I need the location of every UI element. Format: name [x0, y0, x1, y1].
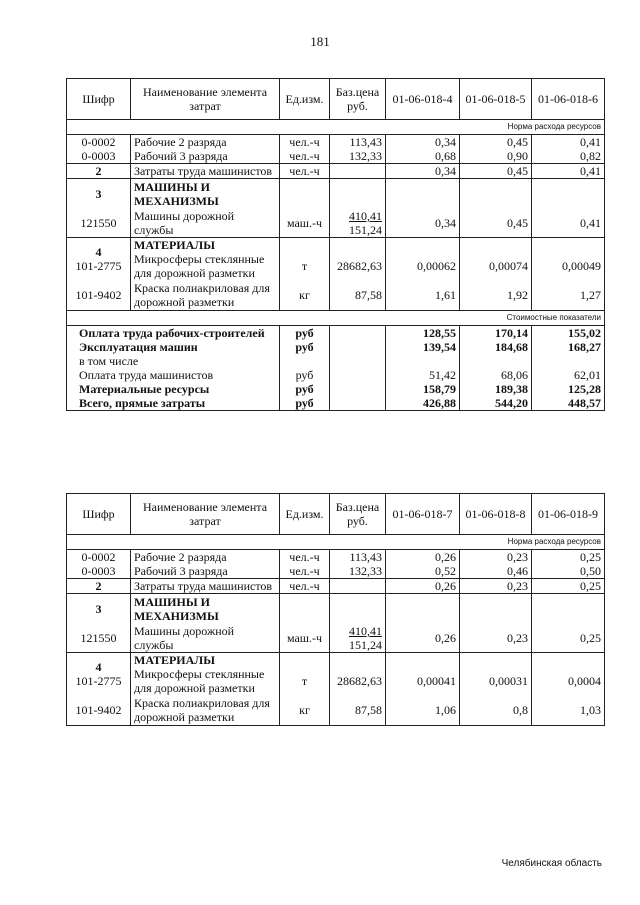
header-unit: Ед.изм. — [280, 79, 330, 120]
table-row: 0-0003 Рабочий 3 разряда чел.-ч 132,33 0,68 0,90 0,82 — [67, 149, 605, 164]
norm-caption: Норма расхода ресурсов — [386, 535, 605, 550]
machine-price-base: 410,41 — [349, 209, 382, 223]
header-name: Наименование элемента затрат — [131, 79, 280, 120]
table-row: 0-0002 Рабочие 2 разряда чел.-ч 113,43 0,34 0,45 0,41 — [67, 135, 605, 150]
machine-price-base: 410,41 — [349, 624, 382, 638]
header-unit: Ед.изм. — [280, 494, 330, 535]
resource-table-1 — [66, 78, 605, 411]
table-row: 121550 Машины дорожной службы маш.-ч 410,41 151,24 0,26 0,23 0,25 — [67, 624, 605, 653]
table-row: 101-9402 Краска полиакриловая для дорожной разметки кг 87,58 1,06 0,8 1,03 — [67, 695, 605, 726]
cost-caption-row — [67, 311, 605, 326]
section-row-materials: 4 101-2775 МАТЕРИАЛЫ Микросферы стеклянные для дорожной разметки т 28682,63 0,00062 0,00074 0,00049 — [67, 238, 605, 281]
header-code: Шифр — [67, 79, 131, 120]
table-header-row — [67, 79, 605, 120]
section-row-machines: 3 МАШИНЫ И МЕХАНИЗМЫ — [67, 179, 605, 210]
header-col-2: 01-06-018-5 — [460, 79, 532, 120]
norm-caption-row — [67, 120, 605, 135]
machine-price-operator: 151,24 — [349, 638, 382, 652]
table-row: 101-9402 Краска полиакриловая для дорожной разметки кг 87,58 1,61 1,92 1,27 — [67, 280, 605, 311]
table-row: 2 Затраты труда машинистов чел.-ч 0,34 0,45 0,41 — [67, 164, 605, 179]
section-row-materials: 4 101-2775 МАТЕРИАЛЫ Микросферы стеклянные для дорожной разметки т 28682,63 0,00041 0,00031 0,0004 — [67, 653, 605, 696]
header-col-3: 01-06-018-9 — [532, 494, 605, 535]
header-price: Баз.цена руб. — [330, 494, 386, 535]
table-row: 0-0003 Рабочий 3 разряда чел.-ч 132,33 0,52 0,46 0,50 — [67, 564, 605, 579]
header-price: Баз.цена руб. — [330, 79, 386, 120]
header-name: Наименование элемента затрат — [131, 494, 280, 535]
header-col-1: 01-06-018-7 — [386, 494, 460, 535]
norm-caption-row — [67, 535, 605, 550]
cost-row: Оплата труда машинистов руб 51,42 68,06 62,01 — [67, 368, 605, 382]
header-col-1: 01-06-018-4 — [386, 79, 460, 120]
cost-row: Оплата труда рабочих-строителей руб 128,55 170,14 155,02 — [67, 326, 605, 341]
page-number: 181 — [310, 34, 330, 49]
header-col-3: 01-06-018-6 — [532, 79, 605, 120]
header-col-2: 01-06-018-8 — [460, 494, 532, 535]
cost-row: Материальные ресурсы руб 158,79 189,38 125,28 — [67, 382, 605, 396]
machine-price-operator: 151,24 — [349, 223, 382, 237]
footer-region: Челябинская область — [501, 858, 602, 869]
cost-row: Эксплуатация машин в том числе руб 139,54 184,68 168,27 — [67, 340, 605, 368]
table-row: 0-0002 Рабочие 2 разряда чел.-ч 113,43 0,26 0,23 0,25 — [67, 550, 605, 565]
resource-table-2 — [66, 493, 605, 726]
table-row: 121550 Машины дорожной службы маш.-ч 410,41 151,24 0,34 0,45 0,41 — [67, 209, 605, 238]
norm-caption: Норма расхода ресурсов — [386, 120, 605, 135]
header-code: Шифр — [67, 494, 131, 535]
section-row-machines: 3 МАШИНЫ И МЕХАНИЗМЫ — [67, 594, 605, 625]
table-header-row — [67, 494, 605, 535]
cost-caption: Стоимостные показатели — [386, 311, 605, 326]
cost-row-total: Всего, прямые затраты руб 426,88 544,20 448,57 — [67, 396, 605, 411]
table-row: 2 Затраты труда машинистов чел.-ч 0,26 0,23 0,25 — [67, 579, 605, 594]
